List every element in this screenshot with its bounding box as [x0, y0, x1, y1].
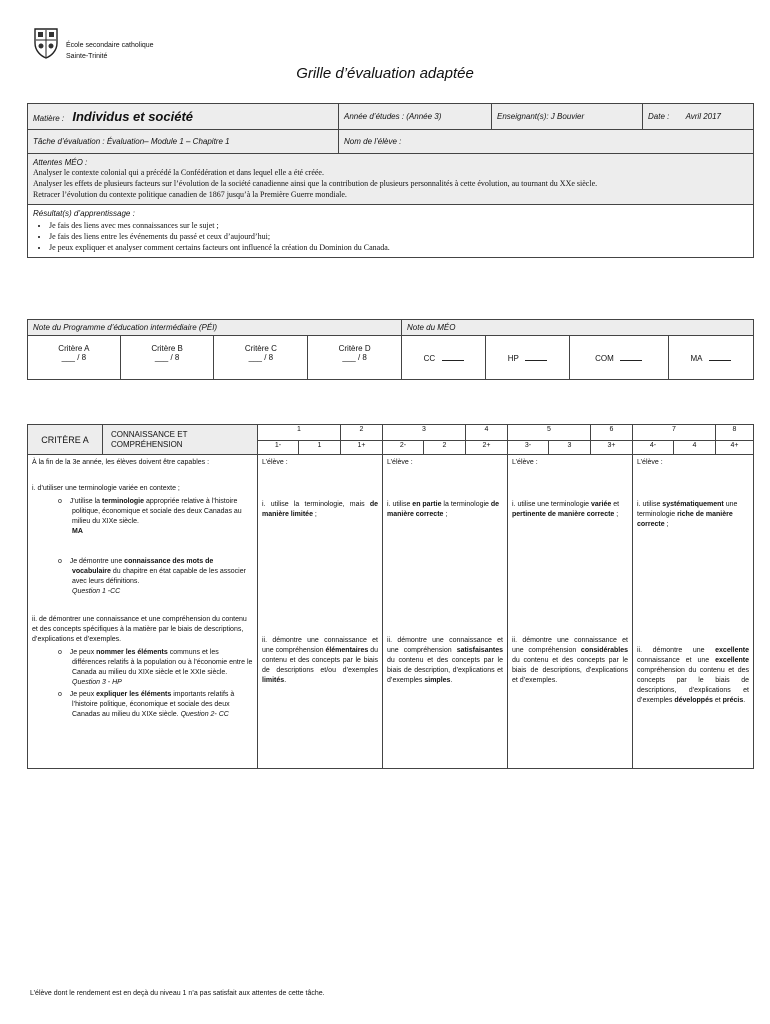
level-header: 4: [466, 425, 508, 441]
criterion-d-slash: ___ / 8: [342, 353, 367, 362]
criterion-c-score[interactable]: [214, 336, 308, 380]
indicator-bold: connaissance des mots de vocabulaire: [72, 558, 214, 575]
meo-com-label: COM: [595, 354, 614, 363]
indicator-bold: nommer les éléments: [96, 649, 168, 656]
date-cell: [643, 104, 754, 130]
criterion-d-score[interactable]: [308, 336, 402, 380]
student-name-cell[interactable]: Nom de l’élève :: [339, 130, 754, 154]
sub-level: 1: [299, 441, 341, 455]
teacher-cell: Enseignant(s): J Bouvier: [492, 104, 643, 130]
meo-ma-label: MA: [690, 354, 703, 363]
student-label: L’élève :: [637, 459, 663, 466]
part-ii-text: ii. de démontrer une connaissance et une compréhension du contenu et des concepts spécifiques à la matière par le biais de descriptions, d’explications et d’exemples.: [32, 616, 247, 643]
criterion-b-score[interactable]: [120, 336, 214, 380]
school-line-2: Sainte-Trinité: [66, 53, 108, 60]
indicator-bold: expliquer les éléments: [96, 691, 172, 698]
meo-hp[interactable]: [486, 336, 569, 380]
criterion-description: [28, 455, 258, 769]
task-cell: Tâche d’évaluation : Évaluation– Module 1 – Chapitre 1: [28, 130, 339, 154]
sub-level: 3+: [591, 441, 633, 455]
criterion-a-score[interactable]: [28, 336, 121, 380]
criterion-d-label: Critère D: [338, 344, 371, 353]
level-header: 6: [591, 425, 633, 441]
criterion-title: CONNAISSANCE ET COMPRÉHENSION: [103, 425, 258, 455]
indicator-text: Je peux: [69, 649, 97, 656]
indicator-text: J’utilise la: [69, 498, 102, 505]
indicator-1b: o Je démontre une connaissance des mots de vocabulaire du chapitre en état capable de les associer avec leurs définitions. Question 1 -CC: [58, 558, 246, 595]
level-header: 2: [341, 425, 383, 441]
grade-cell: Année d’études : (Année 3): [339, 104, 492, 130]
level-4-descriptor: [633, 455, 754, 769]
criterion-b-slash: ___ / 8: [154, 353, 180, 362]
level-header: 7: [633, 425, 716, 441]
sub-level: 1+: [341, 441, 383, 455]
subject-value: Individus et société: [72, 109, 194, 124]
level-2-comprehension: ii. démontre une connaissance et une compréhension satisfaisantes du contenu et des concepts par le biais de description, d’explications et d’exemples simples.: [387, 637, 503, 684]
criterion-label: CRITÈRE A: [28, 425, 103, 455]
grades-table: [27, 319, 754, 380]
level-1-descriptor: [258, 455, 383, 769]
student-label: L’élève :: [262, 459, 288, 466]
page-title: Grille d’évaluation adaptée: [296, 65, 474, 82]
expectations-label: Attentes MÉO :: [33, 158, 88, 167]
level-2-term: i. utilise en partie la terminologie de manière correcte ;: [387, 501, 500, 518]
subject-label: Matière :: [33, 114, 65, 123]
level-header: 1: [258, 425, 341, 441]
meo-hp-label: HP: [507, 354, 519, 363]
sub-level: 2+: [466, 441, 508, 455]
rubric-table: [27, 424, 754, 769]
sub-level: 4: [674, 441, 716, 455]
criterion-c-slash: ___ / 8: [248, 353, 274, 362]
indicator-2a: o Je peux nommer les éléments communs et les différences relatifs à la population ou à l’économie entre le Canada au milieu du XIXe siècle et le XXIe siècle. Question 3 - HP: [58, 649, 253, 686]
header-table: [27, 103, 754, 258]
sub-level: 4+: [716, 441, 754, 455]
result-item: • Je fais des liens entre les événements du passé et ceux d’aujourd’hui;: [49, 231, 748, 242]
indicator-question: Question 1 -CC: [72, 588, 121, 595]
criterion-c-label: Critère C: [244, 344, 277, 353]
school-crest-icon: [33, 27, 59, 59]
meo-cc-label: CC: [423, 354, 436, 363]
expectation-1: Analyser le contexte colonial qui a précédé la Confédération et dans lequel elle a été créée.: [33, 168, 324, 177]
indicator-text: importants relatifs à l’histoire politique, économique et sociale des deux Canadas au milieu du XIXe siècle.: [72, 691, 235, 718]
date-value: Avril 2017: [685, 112, 722, 121]
sub-level: 3-: [508, 441, 549, 455]
school-line-1: École secondaire catholique: [66, 42, 154, 49]
student-label: L’élève :: [512, 459, 538, 466]
result-item: • Je peux expliquer et analyser comment certains facteurs ont influencé la création du Dominion du Canada.: [49, 242, 748, 253]
indicator-1a: o J’utilise la terminologie appropriée relative à l’histoire politique, économique et sociale des deux Canadas au milieu du XIXe siècle. MA: [58, 498, 242, 535]
school-name: [66, 40, 154, 62]
level-3-term: i. utilise une terminologie variée et pertinente de manière correcte ;: [512, 501, 620, 518]
level-4-term: i. utilise systématiquement une terminologie riche de manière correcte ;: [637, 501, 738, 528]
results-cell: [28, 205, 754, 258]
level-header: 8: [716, 425, 754, 441]
indicator-text: appropriée relative à l’histoire politique, économique et sociale des deux Canadas au milieu du XIXe siècle.: [72, 498, 242, 525]
footer-note: L’élève dont le rendement est en deçà du niveau 1 n’a pas satisfait aux attentes de cette tâche.: [30, 990, 325, 997]
sub-level: 3: [549, 441, 591, 455]
level-4-comprehension: ii. démontre une excellente connaissance et une excellente compréhension du contenu et des concepts par le biais de descriptions, d’explications et d’exemples développés et précis.: [637, 647, 749, 704]
meo-ma[interactable]: [668, 336, 753, 380]
indicator-2b: o Je peux expliquer les éléments importants relatifs à l’histoire politique, économique et sociale des deux Canadas au milieu du XIXe siècle. Question 2- CC: [58, 691, 235, 718]
date-label: Date :: [648, 112, 670, 121]
indicator-tag: MA: [72, 528, 83, 535]
level-3-descriptor: [508, 455, 633, 769]
indicator-question: Question 2- CC: [180, 711, 229, 718]
indicator-text: communs et les différences relatifs à la population ou à l’économie entre le Canada au milieu du XIXe siècle et le XXIe siècle.: [72, 649, 253, 676]
indicator-text: Je démontre une: [69, 558, 125, 565]
results-label: Résultat(s) d’apprentissage :: [33, 209, 135, 218]
part-i-text: i. d’utiliser une terminologie variée en contexte ;: [32, 485, 180, 492]
criterion-b-label: Critère B: [151, 344, 183, 353]
indicator-text: Je peux: [69, 691, 97, 698]
expectation-2: Analyser les effets de plusieurs facteurs sur l’évolution de la société canadienne ainsi que la contribution de plusieurs personnalités à cette évolution, au tournant du XXe siècle.: [33, 179, 598, 188]
result-item: • Je fais des liens avec mes connaissances sur le sujet ;: [49, 220, 748, 231]
meo-label: Note du MÉO: [402, 320, 754, 336]
indicator-text: du chapitre en état capable de les associer avec leurs définitions.: [72, 568, 246, 585]
expectations-cell: [28, 154, 754, 205]
level-1-term: i. utilise la terminologie, mais de manière limitée ;: [262, 501, 378, 518]
meo-cc[interactable]: [402, 336, 486, 380]
intro-text: À la fin de la 3e année, les élèves doivent être capables :: [32, 459, 210, 466]
pei-label: Note du Programme d’éducation intermédiaire (PÉI): [28, 320, 402, 336]
indicator-question: Question 3 - HP: [72, 679, 122, 686]
criterion-a-slash: ___ / 8: [61, 353, 87, 362]
level-3-comprehension: ii. démontre une connaissance et une compréhension considérables du contenu et des concepts par le biais de descriptions, d’explications et d’exemples.: [512, 637, 628, 684]
student-label: L’élève :: [387, 459, 413, 466]
expectation-3: Retracer l’évolution du contexte politique canadien de 1867 jusqu’à la Première Guerre mondiale.: [33, 190, 347, 199]
level-1-comprehension: ii. démontre une connaissance et une compréhension élémentaires du contenu et des concepts par le biais de descriptions et/ou d’exemples limités.: [262, 637, 379, 684]
level-header: 3: [383, 425, 466, 441]
criterion-a-label: Critère A: [58, 344, 90, 353]
level-2-descriptor: [383, 455, 508, 769]
subject-cell: [28, 104, 339, 130]
level-header: 5: [508, 425, 591, 441]
sub-level: 2: [424, 441, 466, 455]
results-list: [33, 220, 748, 253]
sub-level: 4-: [633, 441, 674, 455]
sub-level: 1-: [258, 441, 299, 455]
indicator-bold: terminologie: [101, 498, 144, 505]
sub-level: 2-: [383, 441, 424, 455]
meo-com[interactable]: [569, 336, 668, 380]
